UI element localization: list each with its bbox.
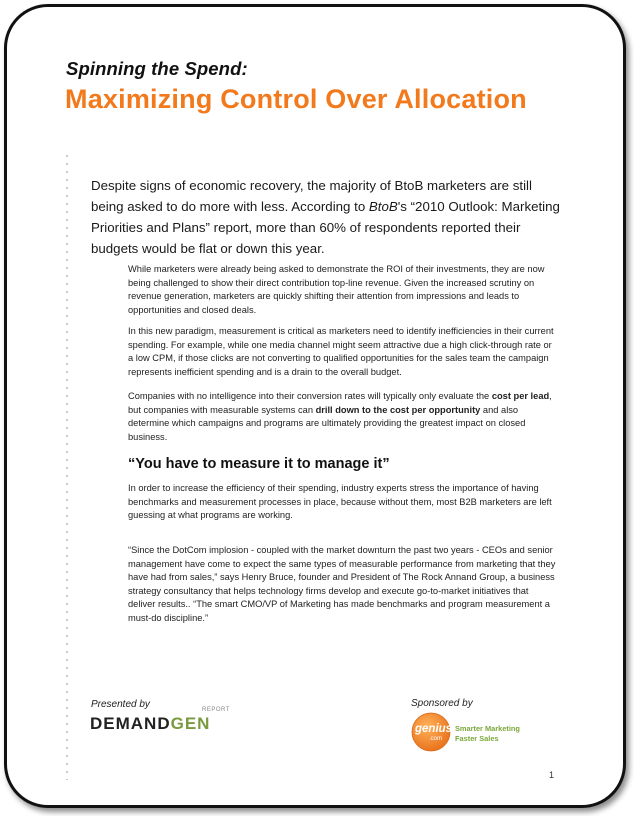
p3-text-e: and also determine which campaigns and programs are ultimately providing the greatest impact on closed business.: [128, 404, 526, 442]
publication-name: BtoB: [368, 199, 398, 214]
demandgen-logo-wordmark: [90, 714, 210, 734]
body-paragraph-1: While marketers were already being asked to demonstrate the ROI of their investments, they are now being challenged to show their direct contribution top-line revenue. Given the increased scrutiny on revenue generation, marketers are quickly shifting their attention from impressions and leads to opportunities and closed deals.: [128, 264, 545, 315]
section-heading: “You have to measure it to manage it”: [128, 456, 390, 472]
body-paragraph-3: [128, 390, 556, 444]
p3-text-a: Companies with no intelligence into their conversion rates will typically only evaluate the: [128, 391, 492, 401]
demandgen-logo: [90, 707, 240, 734]
genius-logo: [411, 710, 541, 754]
body-paragraph-2: In this new paradigm, measurement is critical as marketers need to identify inefficiencies in their current spending. For example, while one media channel might seem attractive due a high click-through rate or a low CPM, if those clicks are not converting to qualified opportunities for the sales team the campaign represents inefficient spending and is a drain to the overall budget.: [128, 326, 554, 377]
demandgen-logo-demand: DEMAND: [90, 714, 171, 733]
genius-logo-word: genius: [415, 723, 453, 735]
genius-tagline-1: Smarter Marketing: [455, 724, 520, 733]
lead-text-after: 's “2010 Outlook: Marketing Priorities and Plans” report, more than 60% of respondents reported their budgets would be flat or down this year.: [91, 199, 560, 256]
demandgen-logo-gen: GEN: [170, 714, 211, 733]
dotted-margin-rule: [66, 152, 68, 780]
body-paragraph-4: In order to increase the efficiency of their spending, industry experts stress the importance of having benchmarks and measurement processes in place, because without them, most B2B marketers are left guessing at what programs are working.: [128, 483, 552, 521]
presented-by-label: Presented by: [91, 699, 150, 710]
p3-bold-drill-down: drill down to the cost per opportunity: [315, 404, 481, 415]
p3-bold-cost-per-lead: cost per lead: [491, 391, 550, 401]
demandgen-logo-report: REPORT: [202, 707, 230, 713]
kicker-heading: Spinning the Spend:: [66, 58, 248, 79]
page-title: Maximizing Control Over Allocation: [65, 84, 527, 114]
genius-logo-domain: .com: [429, 736, 443, 742]
lead-paragraph: [91, 175, 561, 259]
genius-tagline-2: Faster Sales: [455, 734, 499, 743]
body-paragraph-5: “Since the DotCom implosion - coupled with the market downturn the past two years - CEOs and senior management have come to expect the same types of measurable performance from marketing that they have had from sales,” says Henry Bruce, founder and President of The Rock Annand Group, a business strategy consultancy that helps technology firms develop and execute go-to-market initiatives that deliver results.. “The smart CMO/VP of Marketing has made benchmarks and program measurement a must-do discipline.”: [128, 545, 556, 623]
p3-text-c: , but companies with measurable systems can: [128, 391, 552, 415]
page-number: 1: [549, 770, 555, 780]
sponsored-by-label: Sponsored by: [411, 698, 473, 709]
lead-text-before: Despite signs of economic recovery, the majority of BtoB marketers are still being asked to do more with less. According to: [91, 178, 532, 214]
